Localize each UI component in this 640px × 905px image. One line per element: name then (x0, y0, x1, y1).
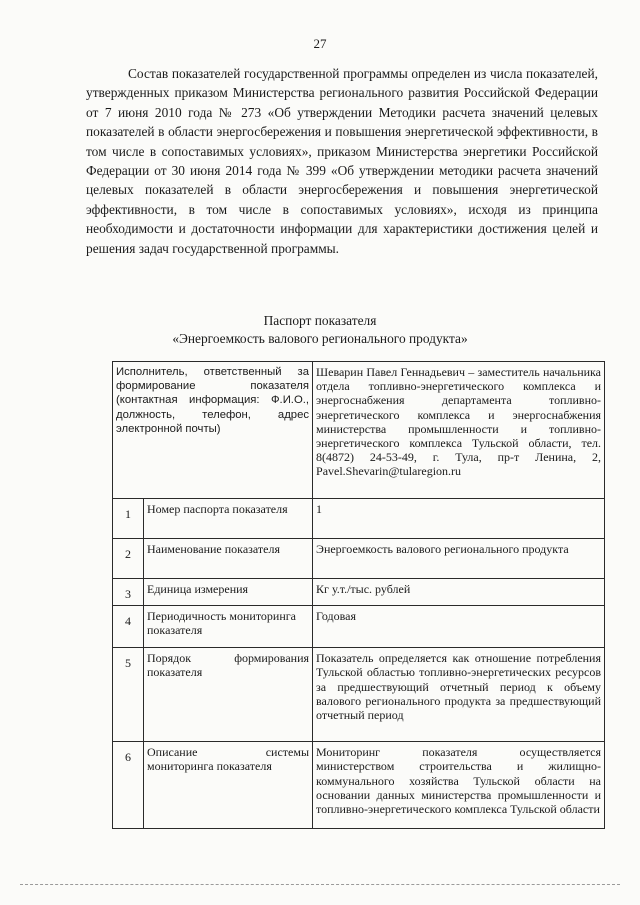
row-number: 4 (113, 606, 144, 648)
passport-title-line2: «Энергоемкость валового регионального продукта» (172, 331, 468, 346)
table-row (113, 606, 605, 648)
table-row-responsible (113, 362, 605, 499)
table-row (113, 742, 605, 829)
row-value: Энергоемкость валового регионального продукта (313, 539, 605, 579)
scan-edge-divider (20, 884, 620, 885)
row-number: 2 (113, 539, 144, 579)
table-row (113, 499, 605, 539)
row-number: 5 (113, 648, 144, 742)
row-label: Периодичность мониторинга показателя (144, 606, 313, 648)
row-label: Наименование показателя (144, 539, 313, 579)
row-label: Единица измерения (144, 579, 313, 606)
responsible-label: Исполнитель, ответственный за формирование показателя (контактная информация: Ф.И.О., должность, телефон, адрес электронной почты) (113, 362, 313, 499)
responsible-value: Шеварин Павел Геннадьевич – заместитель начальника отдела топливно-энергетического комплекса и энергоснабжения департамента топливно-энергетического комплекса и энергоснабжения министерства промышленности и топливно-энергетического комплекса Тульской области, тел. 8(4872) 24-53-49, г. Тула, пр-т Ленина, 2, Pavel.Shevarin@tularegion.ru (313, 362, 605, 499)
table-row (113, 579, 605, 606)
row-label: Порядок формирования показателя (144, 648, 313, 742)
passport-title-line1: Паспорт показателя (263, 313, 377, 328)
row-value: Кг у.т./тыс. рублей (313, 579, 605, 606)
row-number: 6 (113, 742, 144, 829)
row-value: 1 (313, 499, 605, 539)
page-number: 27 (313, 36, 327, 51)
row-number: 3 (113, 579, 144, 606)
table-row (113, 539, 605, 579)
row-value: Показатель определяется как отношение потребления Тульской областью топливно-энергетических ресурсов за предшествующий отчетный период к объему валового регионального продукта за предшествующий отчетный период (313, 648, 605, 742)
passport-table (112, 361, 605, 829)
row-value: Мониторинг показателя осуществляется министерством строительства и жилищно-коммунального хозяйства Тульской области на основании данных министерства промышленности и топливно-энергетического комплекса Тульской области (313, 742, 605, 829)
row-value: Годовая (313, 606, 605, 648)
row-number: 1 (113, 499, 144, 539)
row-label: Описание системы мониторинга показателя (144, 742, 313, 829)
passport-title (0, 312, 640, 348)
table-row (113, 648, 605, 742)
row-label: Номер паспорта показателя (144, 499, 313, 539)
intro-paragraph: Состав показателей государственной программы определен из числа показателей, утвержденных приказом Министерства регионального развития Российской Федерации от 7 июня 2010 года № 273 «Об утверждении Методики расчета значений целевых показателей в области энергосбережения и повышения энергетической эффективности, в том числе в сопоставимых условиях», приказом Министерства энергетики Российской Федерации от 30 июня 2014 года № 399 «Об утверждении методики расчета значений целевых показателей в области энергосбережения и повышения энергетической эффективности, в том числе в сопоставимых условиях», исходя из принципа необходимости и достаточности информации для характеристики достижения целей и решения задач государственной программы. (86, 66, 598, 256)
